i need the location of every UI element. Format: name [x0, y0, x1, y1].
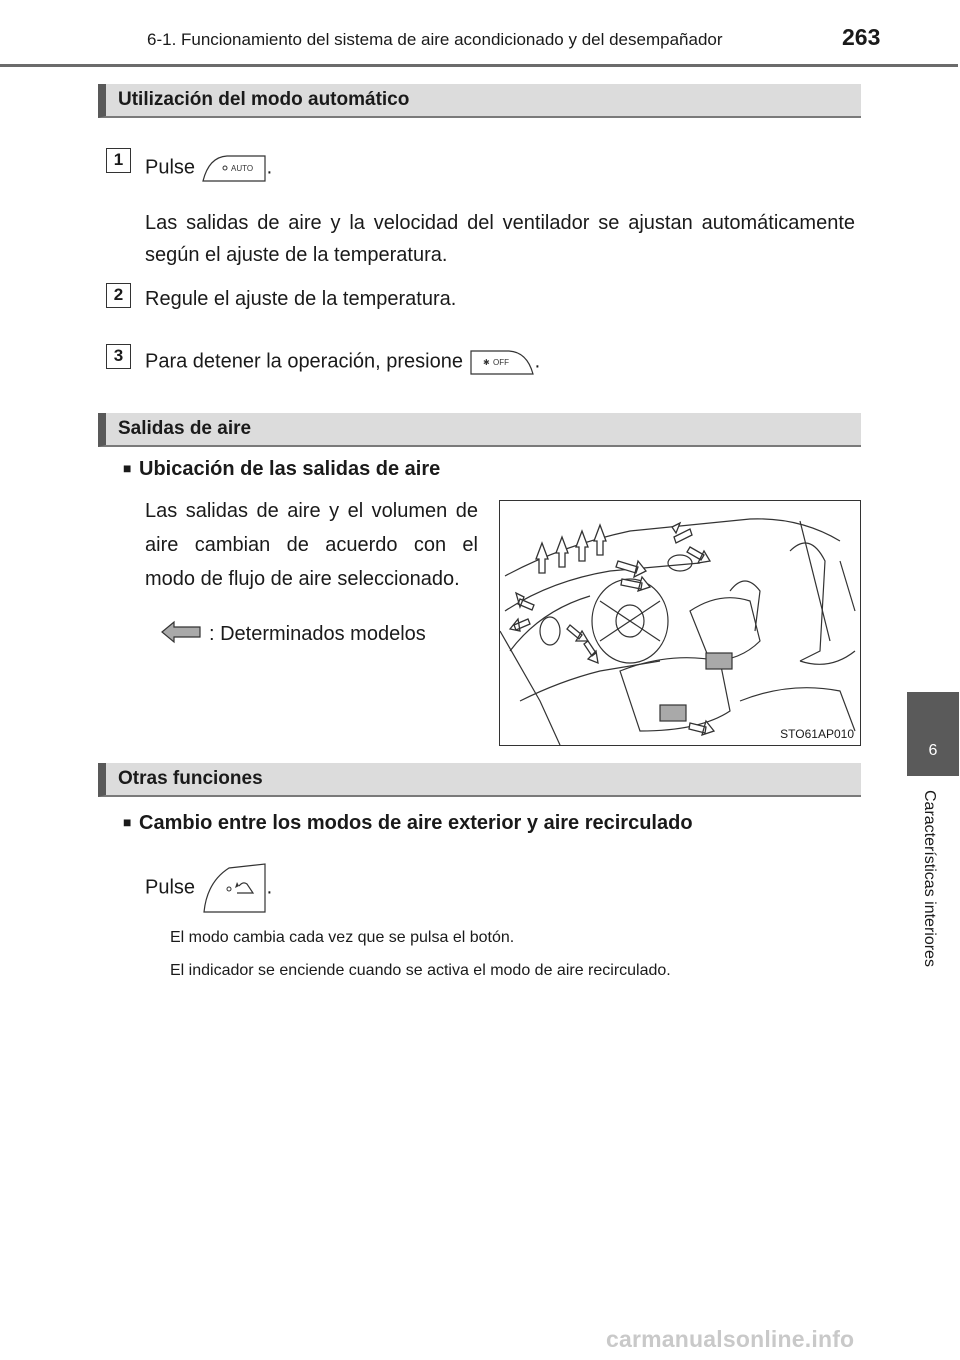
other-subheading-text: Cambio entre los modos de aire exterior y aire recirculado	[139, 812, 693, 834]
step-1-text: Pulse	[145, 156, 196, 179]
svg-text:✱: ✱	[482, 358, 490, 367]
step-3-line	[145, 347, 540, 377]
chapter-label: Características interiores	[921, 790, 938, 967]
other-step-period: .	[266, 876, 273, 899]
outlet-arrow-legend-icon	[160, 620, 202, 644]
header-divider	[0, 64, 958, 67]
chapter-number: 6	[928, 742, 938, 759]
outlets-subheading-text: Ubicación de las salidas de aire	[139, 458, 441, 480]
step-number-2: 2	[106, 283, 131, 308]
section-heading-outlets	[98, 413, 861, 447]
square-bullet-icon: ■	[123, 814, 132, 830]
other-step-line	[145, 862, 272, 914]
square-bullet-icon: ■	[123, 460, 132, 476]
section-heading-other	[98, 763, 861, 797]
step-number-1: 1	[106, 148, 131, 173]
recirculation-button-icon	[201, 862, 267, 914]
watermark: carmanualsonline.info	[606, 1326, 855, 1352]
other-subheading	[123, 812, 693, 835]
section-heading-auto-text: Utilización del modo automático	[118, 89, 410, 110]
section-heading-auto	[98, 84, 861, 118]
figure-code: STO61AP010	[780, 727, 854, 741]
header-title: 6-1. Funcionamiento del sistema de aire acondicionado y del desempañador	[147, 30, 723, 49]
other-note-1: El modo cambia cada vez que se pulsa el botón.	[170, 929, 515, 946]
section-heading-other-text: Otras funciones	[118, 768, 263, 789]
step-1-period: .	[266, 156, 273, 179]
other-step-text: Pulse	[145, 876, 196, 899]
other-note-2: El indicador se enciende cuando se activa el modo de aire recirculado.	[170, 962, 671, 979]
step-3-text: Para detener la operación, presione	[145, 350, 463, 373]
outlets-legend-text: : Determinados modelos	[209, 623, 426, 645]
page-number: 263	[842, 24, 881, 50]
step-1-detail: Las salidas de aire y la velocidad del ventilador se ajustan automáticamente según el ajuste de la temperatura.	[145, 212, 855, 266]
air-outlets-figure	[499, 500, 861, 746]
step-2-text: Regule el ajuste de la temperatura.	[145, 288, 457, 310]
step-1-line	[145, 153, 272, 183]
auto-button-icon	[201, 153, 267, 183]
step-number-3: 3	[106, 344, 131, 369]
svg-text:OFF: OFF	[492, 358, 509, 367]
chapter-tab	[907, 692, 959, 776]
section-heading-outlets-text: Salidas de aire	[118, 418, 252, 439]
off-button-icon	[469, 347, 535, 377]
outlets-body: Las salidas de aire y el volumen de aire cambian de acuerdo con el modo de flujo de aire seleccionado.	[145, 500, 478, 590]
outlets-subheading	[123, 458, 440, 481]
car-interior-illustration	[500, 501, 860, 745]
svg-text:AUTO: AUTO	[230, 164, 253, 173]
step-3-period: .	[534, 350, 541, 373]
